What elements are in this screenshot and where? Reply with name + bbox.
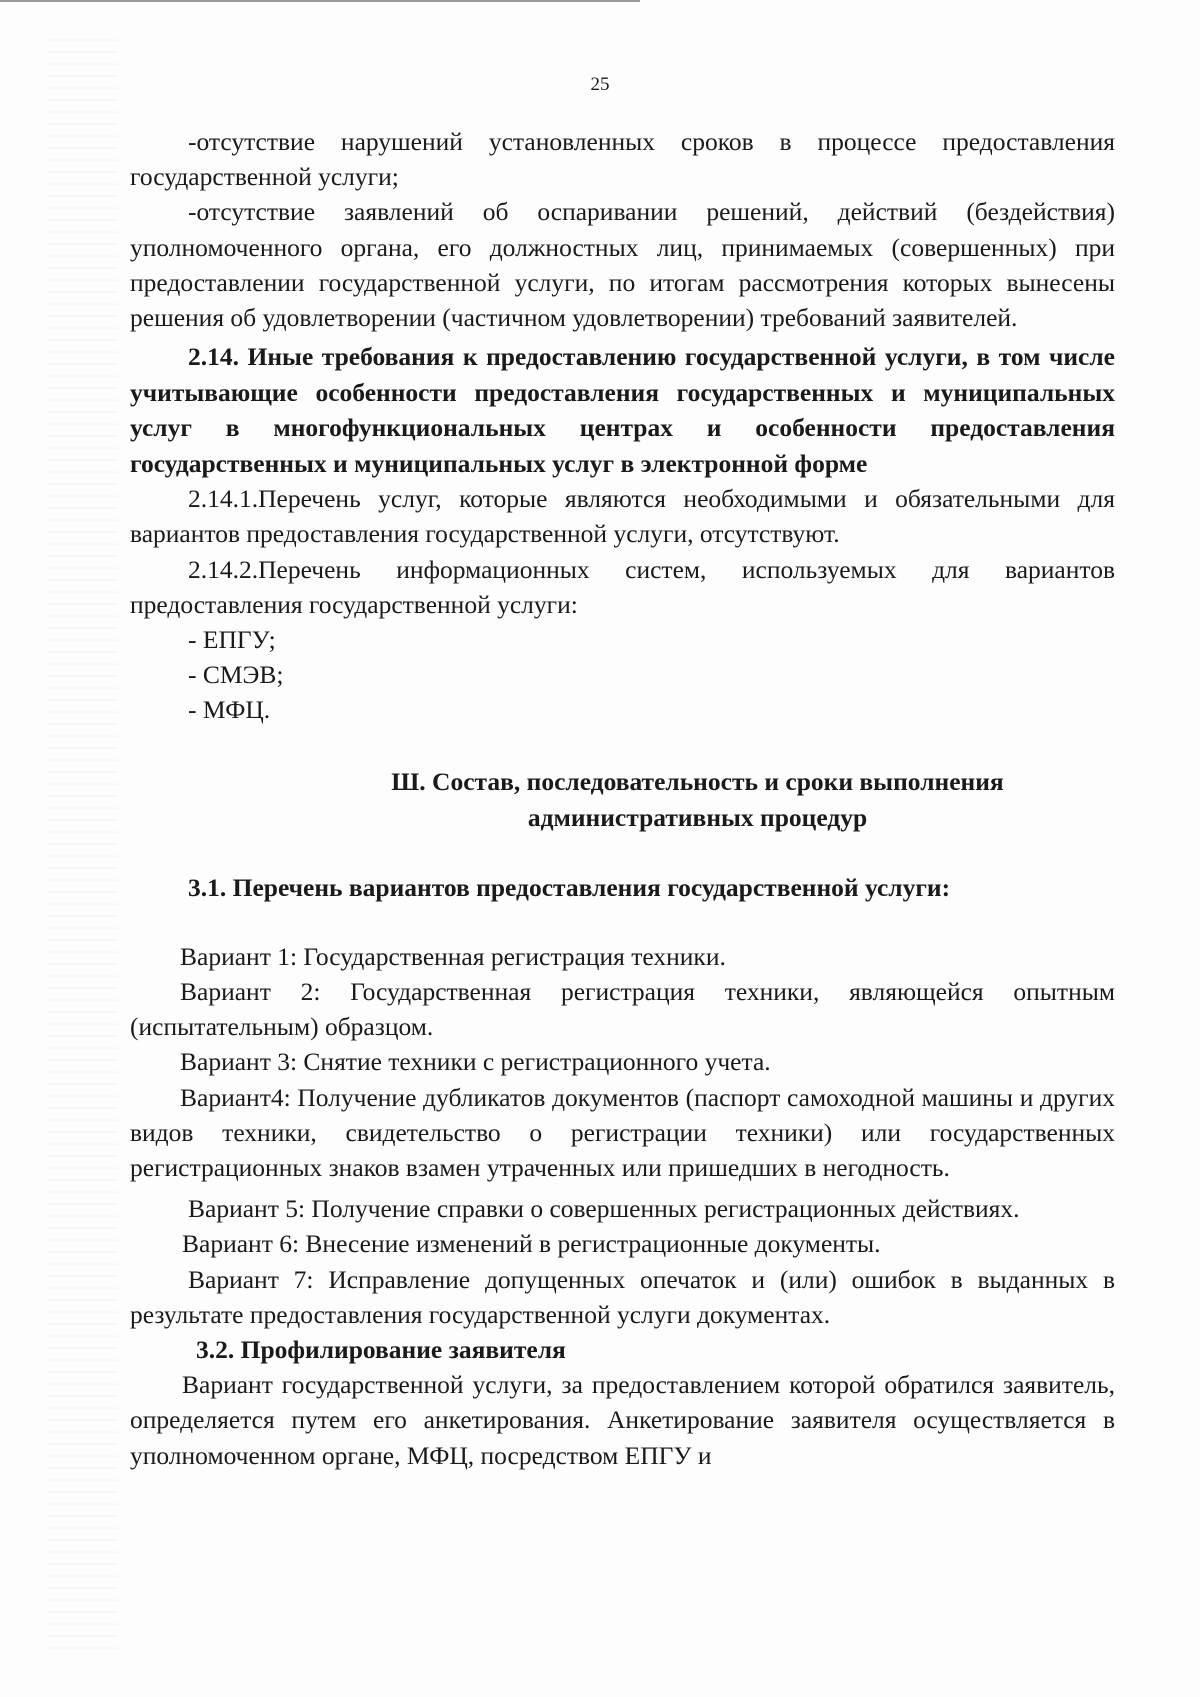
scan-edge-line (0, 0, 640, 2)
variant-1: Вариант 1: Государственная регистрация техники. (180, 941, 726, 971)
heading-2-14: 2.14. Иные требования к предоставлению государственной услуги, в том числе учитывающие особенности предоставления государственных и муниципальных услуг в многофункциональных центрах и особенности предоставления государственных и муниципальных услуг в электронной форме (130, 342, 1115, 478)
section-3-title (130, 764, 1115, 836)
list-item: - МФЦ. (188, 695, 271, 725)
variant-2: Вариант 2: Государственная регистрация техники, являющейся опытным (испытательным) образцом. (130, 977, 1115, 1042)
heading-3-1: 3.1. Перечень вариантов предоставления государственной услуги: (188, 872, 951, 902)
variant-3: Вариант 3: Снятие техники с регистрационного учета. (180, 1047, 771, 1077)
section-3-title-line2: административных процедур (527, 802, 868, 832)
document-body (130, 124, 1115, 1473)
page-number: 25 (590, 74, 610, 95)
paragraph-2-14-2: 2.14.2.Перечень информационных систем, используемых для вариантов предоставления государственной услуги: (130, 554, 1115, 619)
variant-5: Вариант 5: Получение справки о совершенных регистрационных действиях. (188, 1194, 1020, 1224)
section-3-title-line1: Ш. Состав, последовательность и сроки выполнения (391, 766, 1004, 796)
variant-4: Вариант4: Получение дубликатов документов (паспорт самоходной машины и других видов техники, свидетельство о регистрации техники) или государственных регистрационных знаков взамен утраченных или пришедших в негодность. (130, 1082, 1115, 1183)
heading-3-2: 3.2. Профилирование заявителя (196, 1335, 566, 1365)
variant-6: Вариант 6: Внесение изменений в регистрационные документы. (182, 1229, 881, 1259)
paragraph-no-complaints: -отсутствие заявлений об оспаривании решений, действий (бездействия) уполномоченного органа, его должностных лиц, принимаемых (совершенных) при предоставлении государственной услуги, по итогам рассмотрения которых вынесены решения об удовлетворении (частичном удовлетворении) требований заявителей. (130, 197, 1115, 333)
variant-7: Вариант 7: Исправление допущенных опечаток и (или) ошибок в выданных в результате предоставления государственной услуги документах. (130, 1264, 1115, 1329)
list-item: - СМЭВ; (188, 660, 284, 690)
paragraph-3-2-text: Вариант государственной услуги, за предоставлением которой обратился заявитель, определяется путем его анкетирования. Анкетирование заявителя осуществляется в уполномоченном органе, МФЦ, посредством ЕПГУ и (130, 1370, 1115, 1470)
paragraph-no-violations: -отсутствие нарушений установленных сроков в процессе предоставления государственной услуги; (130, 127, 1115, 192)
list-item: - ЕПГУ; (188, 625, 276, 655)
scan-noise (48, 30, 118, 1650)
paragraph-2-14-1: 2.14.1.Перечень услуг, которые являются необходимыми и обязательными для вариантов предоставления государственной услуги, отсутствуют. (130, 484, 1115, 549)
